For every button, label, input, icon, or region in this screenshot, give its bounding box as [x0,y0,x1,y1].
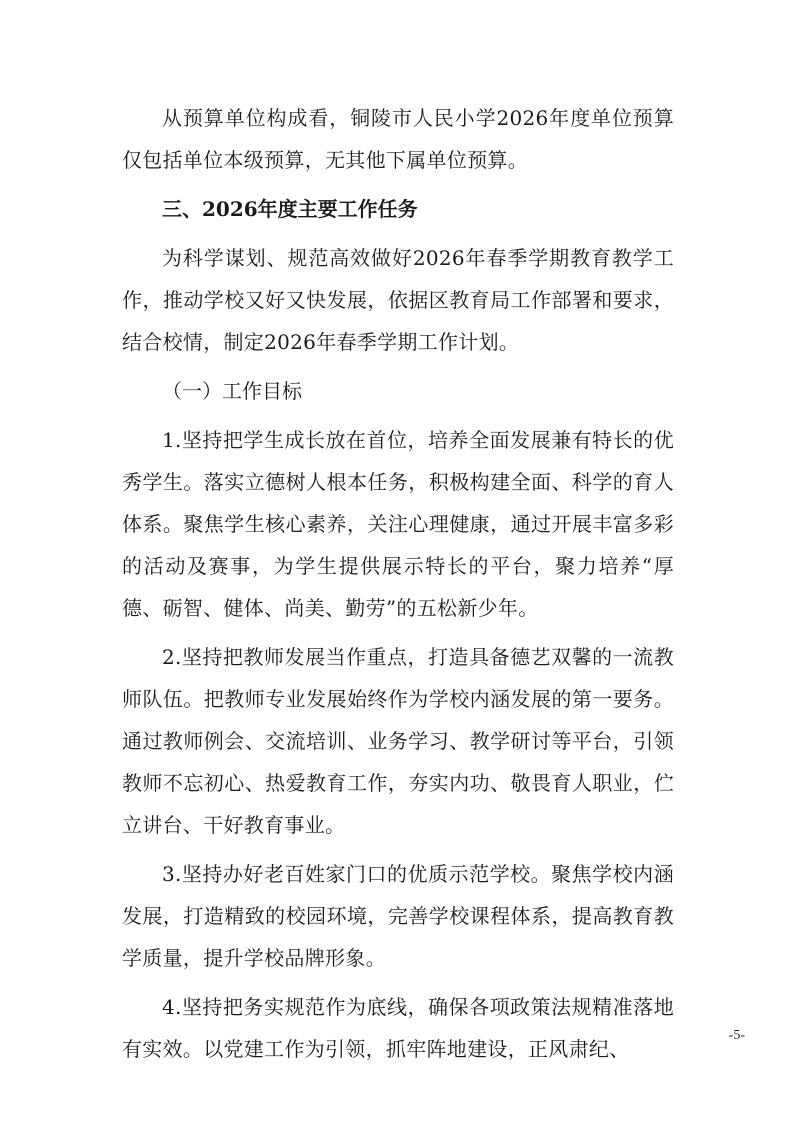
subsection-heading-goals: （一）工作目标 [162,379,302,403]
section-heading-main-tasks: 三、2026年度主要工作任务 [162,197,418,221]
intro-paragraph: 为科学谋划、规范高效做好2026年春季学期教育教学工作，推动学校又好又快发展，依据区教育局工作部署和要求，结合校情，制定2026年春季学期工作计划。 [122,246,674,354]
goal-paragraph-4: 4.坚持把务实规范作为底线，确保各项政策法规精准落地有实效。以党建工作为引领，抓牢阵地建设，正风肃纪、 [122,995,674,1061]
page-number: -5- [728,1028,745,1043]
document-body [122,97,674,1070]
budget-composition-paragraph: 从预算单位构成看，铜陵市人民小学2026年度单位预算仅包括单位本级预算，无其他下属单位预算。 [122,106,674,172]
goal-paragraph-2: 2.坚持把教师发展当作重点，打造具备德艺双馨的一流教师队伍。把教师专业发展始终作为学校内涵发展的第一要务。通过教师例会、交流培训、业务学习、教学研讨等平台，引领教师不忘初心、热爱教育工作，夯实内功、敬畏育人职业，伫立讲台、干好教育事业。 [122,645,674,837]
goal-paragraph-3: 3.坚持办好老百姓家门口的优质示范学校。聚焦学校内涵发展，打造精致的校园环境，完善学校课程体系，提高教育教学质量，提升学校品牌形象。 [122,862,674,970]
goal-paragraph-1: 1.坚持把学生成长放在首位，培养全面发展兼有特长的优秀学生。落实立德树人根本任务，积极构建全面、科学的育人体系。聚焦学生核心素养，关注心理健康，通过开展丰富多彩的活动及赛事，为学生提供展示特长的平台，聚力培养“厚德、砺智、健体、尚美、勤劳”的五松新少年。 [122,428,674,620]
